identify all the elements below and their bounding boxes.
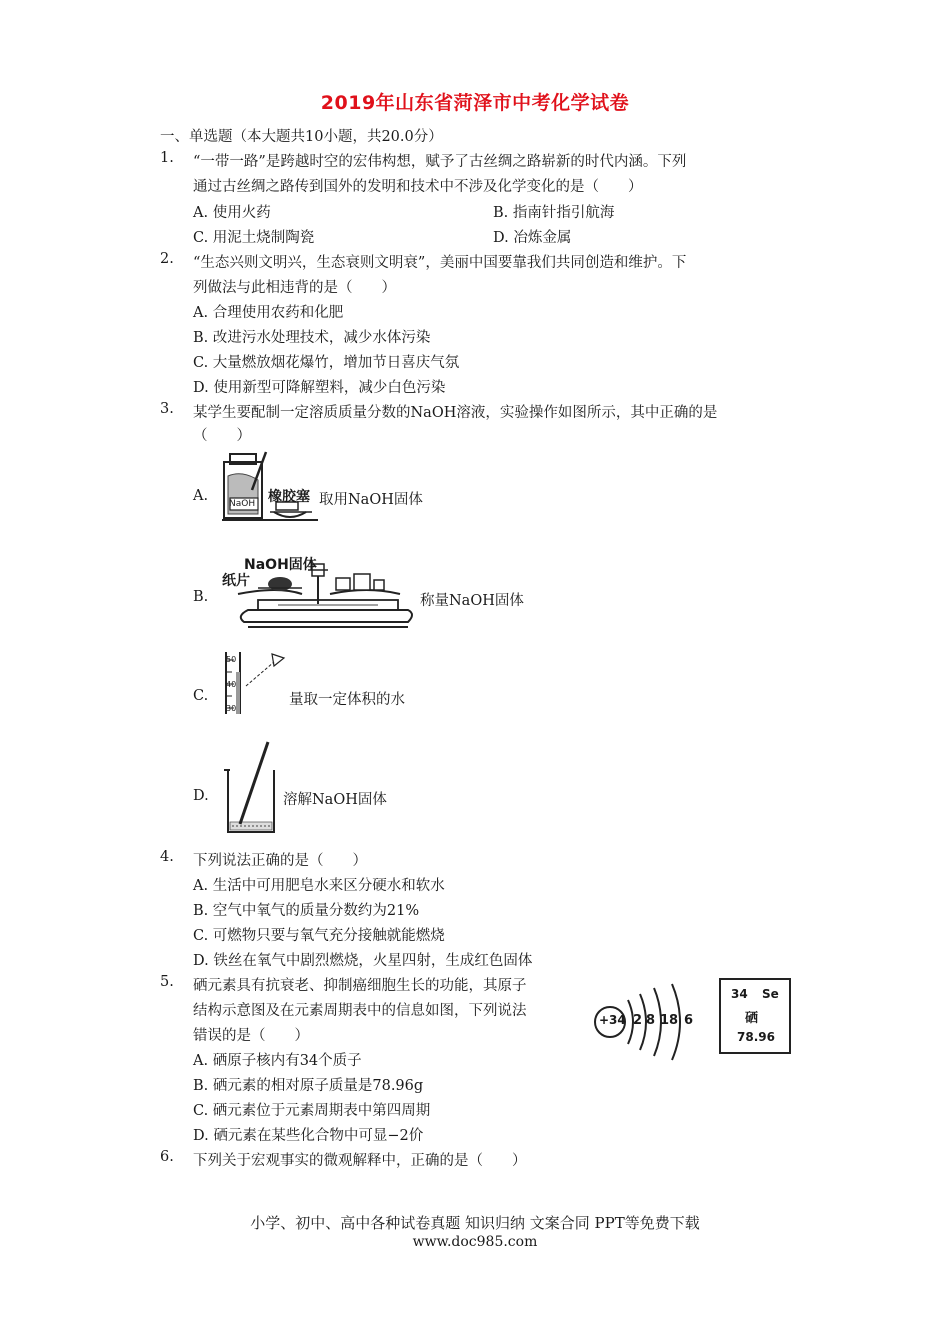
answer-option[interactable]: D. 铁丝在氧气中剧烈燃烧，火星四射，生成红色固体 (193, 953, 533, 969)
question-number: 5. (160, 974, 174, 990)
scale-mark: 40 (226, 680, 237, 689)
option-letter[interactable]: C. (193, 688, 209, 704)
footer-promo: 小学、初中、高中各种试卷真题 知识归纳 文案合同 PPT等免费下载 (250, 1214, 700, 1232)
figure-label: NaOH固体 (244, 557, 317, 573)
page-title: 2019年山东省菏泽市中考化学试卷 (320, 92, 630, 114)
nucleus-charge: +34 (599, 1013, 626, 1027)
question-number: 3. (160, 401, 174, 417)
answer-option[interactable]: D. 使用新型可降解塑料，减少白色污染 (193, 380, 446, 396)
section-heading: 一、单选题（本大题共10小题，共20.0分） (160, 129, 443, 145)
answer-option[interactable]: C. 大量燃放烟花爆竹，增加节日喜庆气氛 (193, 355, 460, 371)
answer-option[interactable]: D. 冶炼金属 (493, 230, 572, 246)
question-text: “生态兴则文明兴，生态衰则文明衰”，美丽中国要靠我们共同创造和维护。下 (193, 255, 687, 271)
question-number: 1. (160, 150, 174, 166)
option-letter[interactable]: D. (193, 788, 209, 804)
question-text: （ ） (193, 428, 251, 444)
option-caption[interactable]: 称量NaOH固体 (420, 593, 524, 609)
option-caption[interactable]: 量取一定体积的水 (289, 692, 405, 708)
atomic-number: 34 (731, 987, 748, 1001)
question-text: 列做法与此相违背的是（ ） (193, 280, 396, 296)
shell-electrons: 8 (646, 1013, 656, 1028)
question-text: “一带一路”是跨越时空的宏伟构想，赋予了古丝绸之路崭新的时代内涵。下列 (193, 154, 687, 170)
answer-option[interactable]: C. 硒元素位于元素周期表中第四周期 (193, 1103, 431, 1119)
option-caption[interactable]: 溶解NaOH固体 (283, 792, 387, 808)
answer-option[interactable]: A. 使用火药 (193, 205, 271, 221)
element-name: 硒 (745, 1011, 759, 1026)
answer-option[interactable]: B. 空气中氧气的质量分数约为21% (193, 903, 420, 919)
answer-option[interactable]: A. 生活中可用肥皂水来区分硬水和软水 (193, 878, 445, 894)
question-text: 通过古丝绸之路传到国外的发明和技术中不涉及化学变化的是（ ） (193, 179, 643, 195)
figure-label: 纸片 (222, 573, 250, 589)
answer-option[interactable]: D. 硒元素在某些化合物中可显−2价 (193, 1128, 424, 1144)
question-text: 结构示意图及在元素周期表中的信息如图，下列说法 (193, 1003, 527, 1019)
option-letter[interactable]: A. (193, 488, 209, 504)
scale-mark: 30 (226, 704, 237, 713)
atomic-mass: 78.96 (737, 1030, 775, 1044)
shell-electrons: 2 (633, 1013, 643, 1028)
question-text: 下列说法正确的是（ ） (193, 853, 367, 869)
shell-electrons: 18 (660, 1013, 679, 1028)
question-text: 硒元素具有抗衰老、抑制癌细胞生长的功能，其原子 (193, 978, 527, 994)
shell-electrons: 6 (684, 1013, 694, 1028)
answer-option[interactable]: C. 用泥土烧制陶瓷 (193, 230, 315, 246)
footer-link[interactable]: www.doc985.com (412, 1234, 538, 1250)
answer-option[interactable]: B. 指南针指引航海 (493, 205, 615, 221)
answer-option[interactable]: A. 合理使用农药和化肥 (193, 305, 344, 321)
option-letter[interactable]: B. (193, 589, 209, 605)
question-text: 下列关于宏观事实的微观解释中，正确的是（ ） (193, 1153, 527, 1169)
answer-option[interactable]: B. 硒元素的相对原子质量是78.96g (193, 1078, 424, 1094)
answer-option[interactable]: A. 硒原子核内有34个质子 (193, 1053, 362, 1069)
question-number: 6. (160, 1149, 174, 1165)
figure-label: NaOH (229, 499, 256, 509)
question-number: 2. (160, 251, 174, 267)
element-symbol: Se (762, 987, 779, 1001)
question-number: 4. (160, 849, 174, 865)
question-text: 某学生要配制一定溶质质量分数的NaOH溶液，实验操作如图所示，其中正确的是 (193, 405, 718, 421)
beaker-stirring-figure (222, 740, 282, 836)
figure-label: 橡胶塞 (268, 489, 310, 505)
answer-option[interactable]: B. 改进污水处理技术，减少水体污染 (193, 330, 431, 346)
question-text: 错误的是（ ） (193, 1028, 309, 1044)
answer-option[interactable]: C. 可燃物只要与氧气充分接触就能燃烧 (193, 928, 445, 944)
option-caption[interactable]: 取用NaOH固体 (319, 492, 423, 508)
scale-mark: 50 (226, 655, 237, 664)
